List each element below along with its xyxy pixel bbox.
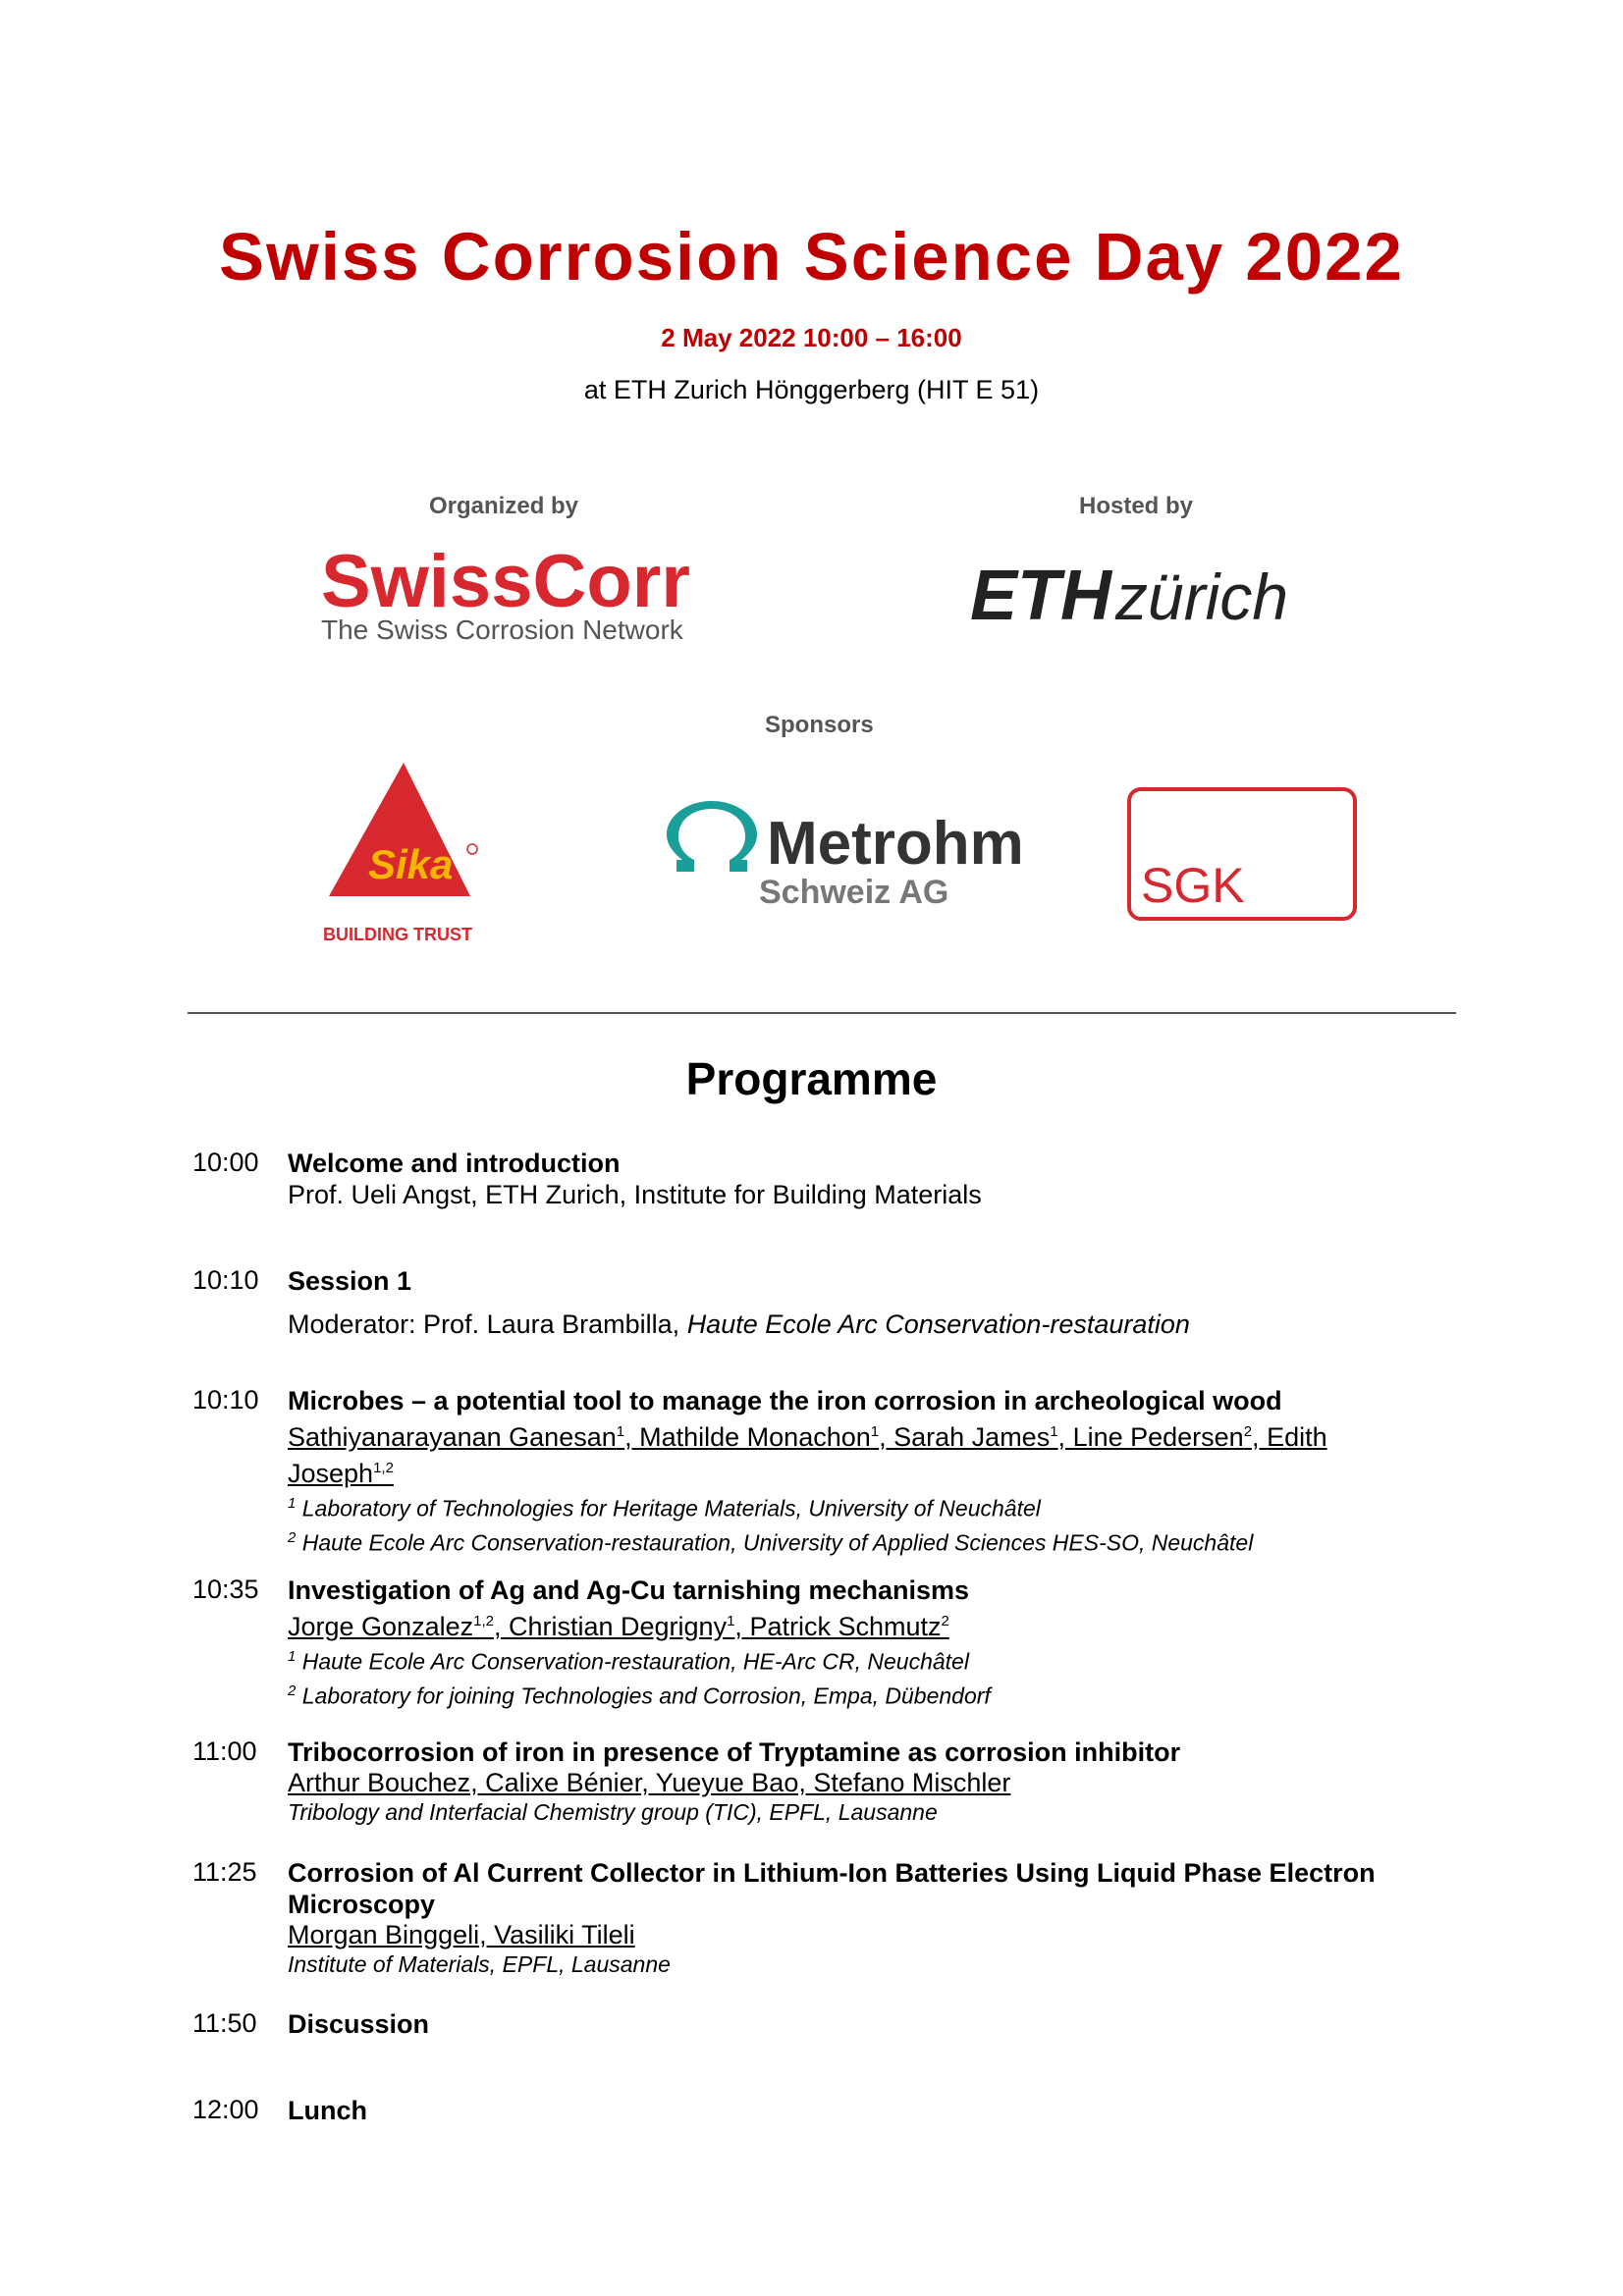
sgk-logo-text: SGK bbox=[1141, 858, 1245, 913]
event-date: 2 May 2022 10:00 – 16:00 bbox=[661, 323, 962, 352]
organized-by-label: Organized by bbox=[429, 493, 579, 519]
item-time: 10:10 bbox=[192, 1265, 259, 1295]
item-authors: Morgan Binggeli, Vasiliki Tileli bbox=[288, 1920, 635, 1949]
item-authors: Sathiyanarayanan Ganesan$^1$, Mathilde Monachon$^1$, Sarah James$^1$, Line Pedersen$^2$, Edith Joseph$^{1,2}$ bbox=[288, 1422, 1327, 1488]
item-title-continued: Microscopy bbox=[288, 1890, 436, 1919]
eth-logo-light: zürich bbox=[1115, 561, 1289, 633]
item-affiliation: Institute of Materials, EPFL, Lausanne bbox=[288, 1951, 671, 1977]
item-speaker: Prof. Ueli Angst, ETH Zurich, Institute for Building Materials bbox=[288, 1180, 982, 1209]
item-time: 11:25 bbox=[192, 1857, 257, 1887]
sponsors-label: Sponsors bbox=[765, 712, 874, 738]
item-affiliation: $^2$ Haute Ecole Arc Conservation-restauration, University of Applied Sciences HES-SO, Neuchâtel bbox=[288, 1528, 1254, 1556]
section-divider bbox=[188, 1012, 1456, 1014]
item-authors: Arthur Bouchez, Calixe Bénier, Yueyue Bao, Stefano Mischler bbox=[288, 1768, 1011, 1797]
item-title: Lunch bbox=[288, 2096, 367, 2125]
sika-logo bbox=[319, 761, 496, 947]
metrohm-logo-subtitle: Schweiz AG bbox=[759, 874, 949, 911]
item-time: 10:00 bbox=[192, 1148, 259, 1177]
metrohm-logo bbox=[665, 797, 1024, 911]
item-authors: Jorge Gonzalez$^{1,2}$, Christian Degrigny$^1$, Patrick Schmutz$^2$ bbox=[288, 1612, 949, 1641]
hosted-by-label: Hosted by bbox=[1079, 493, 1194, 519]
swisscorr-logo-text: SwissCorr bbox=[321, 540, 690, 623]
metrohm-logo-text: Metrohm bbox=[767, 810, 1024, 878]
swisscorr-logo bbox=[319, 538, 712, 646]
item-title: Microbes – a potential tool to manage the iron corrosion in archeological wood bbox=[288, 1386, 1282, 1415]
item-time: 10:35 bbox=[192, 1575, 259, 1604]
item-time: 12:00 bbox=[192, 2095, 259, 2124]
item-affiliation: Tribology and Interfacial Chemistry group (TIC), EPFL, Lausanne bbox=[288, 1799, 938, 1825]
eth-logo-bold: ETH bbox=[970, 557, 1111, 635]
item-title: Tribocorrosion of iron in presence of Tryptamine as corrosion inhibitor bbox=[288, 1737, 1181, 1767]
item-time: 11:00 bbox=[192, 1736, 257, 1766]
item-time: 10:10 bbox=[192, 1385, 259, 1415]
page-title: Swiss Corrosion Science Day 2022 bbox=[219, 219, 1404, 294]
sika-logo-text: Sika bbox=[368, 841, 454, 887]
item-title: Welcome and introduction bbox=[288, 1148, 621, 1178]
item-title: Corrosion of Al Current Collector in Lithium-Ion Batteries Using Liquid Phase Electron bbox=[288, 1858, 1376, 1888]
session-moderator: Moderator: Prof. Laura Brambilla, Haute Ecole Arc Conservation-restauration bbox=[288, 1309, 1190, 1339]
item-title: Session 1 bbox=[288, 1266, 412, 1296]
sgk-logo bbox=[1127, 787, 1357, 921]
eth-zurich-logo bbox=[970, 556, 1324, 634]
swisscorr-logo-subtitle: The Swiss Corrosion Network bbox=[321, 614, 683, 645]
item-title: Discussion bbox=[288, 2009, 430, 2039]
item-affiliation: $^1$ Laboratory of Technologies for Heritage Materials, University of Neuchâtel bbox=[288, 1495, 1041, 1522]
item-title: Investigation of Ag and Ag-Cu tarnishing mechanisms bbox=[288, 1575, 970, 1605]
sika-tagline: BUILDING TRUST bbox=[323, 925, 472, 944]
item-affiliation: $^1$ Haute Ecole Arc Conservation-restauration, HE-Arc CR, Neuchâtel bbox=[288, 1648, 969, 1675]
event-venue: at ETH Zurich Hönggerberg (HIT E 51) bbox=[583, 375, 1040, 404]
item-time: 11:50 bbox=[192, 2008, 257, 2038]
programme-heading: Programme bbox=[685, 1053, 938, 1104]
item-affiliation: $^2$ Laboratory for joining Technologies and Corrosion, Empa, Dübendorf bbox=[288, 1682, 991, 1709]
